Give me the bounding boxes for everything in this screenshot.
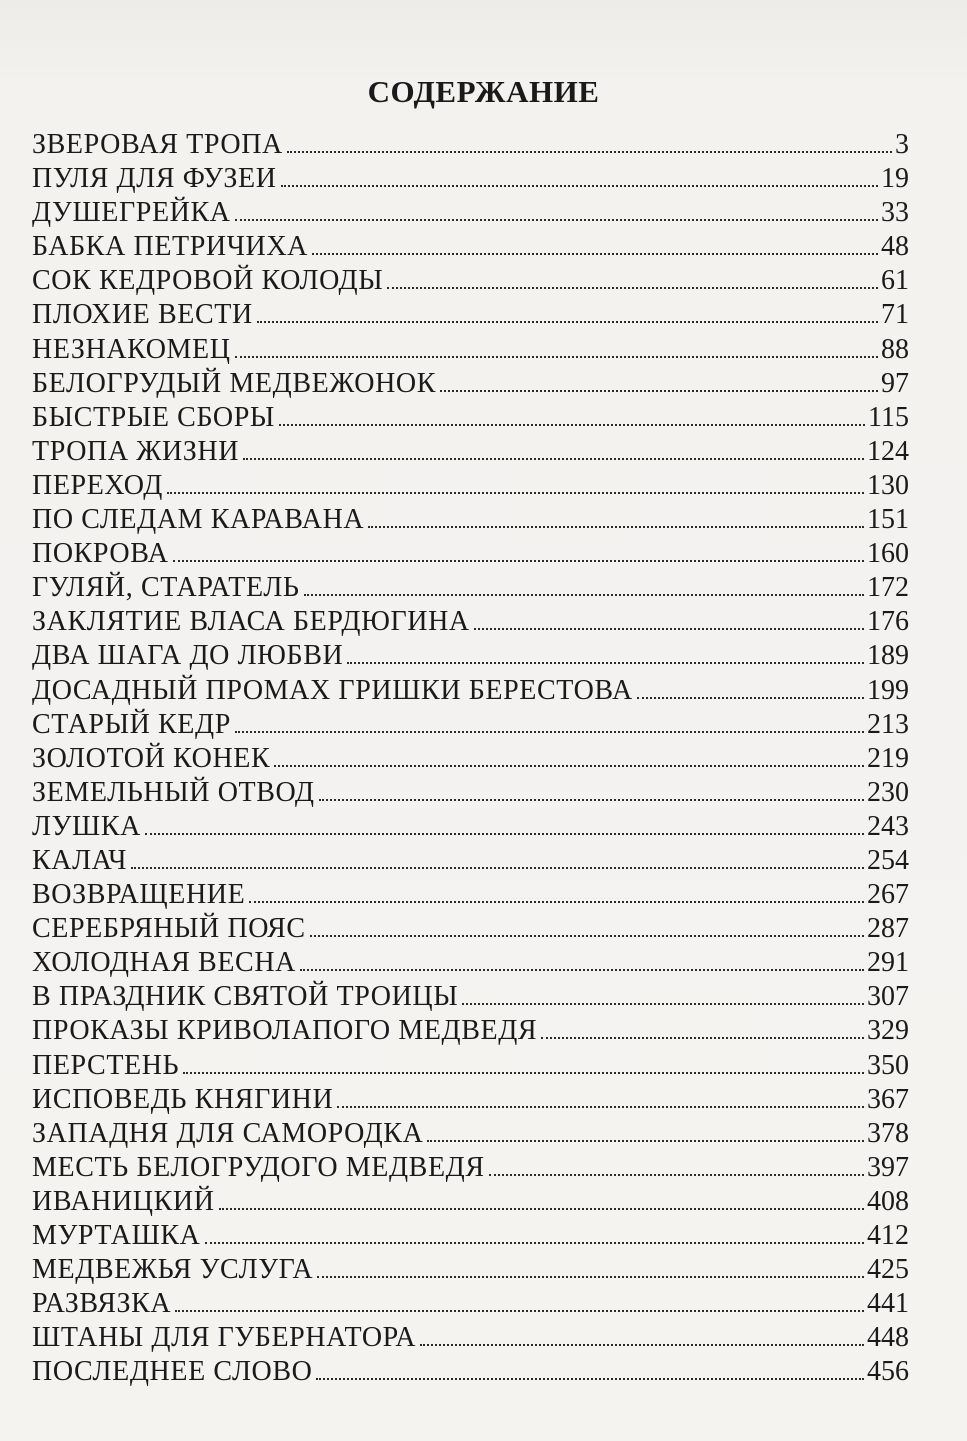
toc-entry (32, 196, 909, 230)
toc-entry (32, 810, 909, 844)
toc-entry (32, 742, 909, 776)
toc-entry-page-number: 412 (867, 1220, 909, 1251)
toc-dot-leader (387, 286, 878, 289)
toc-entry-title: ДВА ШАГА ДО ЛЮБВИ (32, 640, 344, 672)
toc-entry-title: ЗВЕРОВАЯ ТРОПА (32, 129, 283, 160)
toc-entry (32, 230, 909, 264)
toc-entry-title: ГУЛЯЙ, СТАРАТЕЛЬ (32, 572, 300, 604)
toc-dot-leader (167, 491, 864, 494)
toc-entry (32, 298, 909, 332)
toc-entry-page-number: 243 (867, 810, 909, 842)
toc-dot-leader (440, 389, 878, 392)
toc-entry-title: СЕРЕБРЯНЫЙ ПОЯС (32, 913, 306, 945)
toc-entry-title: ЗЕМЕЛЬНЫЙ ОТВОД (32, 776, 315, 808)
toc-entry-title: ВОЗВРАЩЕНИЕ (32, 879, 246, 911)
toc-entry-title: ПЕРЕХОД (32, 469, 163, 501)
toc-entry-page-number: 397 (867, 1151, 909, 1183)
toc-dot-leader (316, 1377, 864, 1380)
toc-entry (32, 1151, 909, 1185)
toc-dot-leader (489, 1173, 864, 1176)
toc-entry-page-number: 213 (867, 708, 909, 740)
toc-entry-page-number: 115 (868, 401, 909, 433)
toc-entry (32, 1014, 909, 1048)
toc-entry-page-number: 189 (867, 640, 909, 672)
toc-entry-page-number: 378 (867, 1117, 909, 1149)
toc-dot-leader (368, 525, 864, 528)
toc-dot-leader (347, 661, 864, 664)
toc-entry-page-number: 61 (881, 265, 909, 297)
toc-dot-leader (175, 1309, 864, 1312)
toc-entry (32, 912, 909, 946)
toc-entry-title: НЕЗНАКОМЕЦ (32, 333, 231, 365)
toc-entry-page-number: 48 (881, 231, 909, 263)
toc-dot-leader (205, 1241, 864, 1244)
page-title: СОДЕРЖАНИЕ (367, 74, 600, 109)
toc-dot-leader (173, 559, 864, 562)
toc-dot-leader (427, 1139, 864, 1142)
toc-entry-page-number: 219 (867, 742, 909, 774)
toc-entry (32, 674, 909, 708)
toc-entry-page-number: 329 (867, 1015, 909, 1047)
toc-dot-leader (219, 1207, 864, 1210)
toc-entry-title: ПУЛЯ ДЛЯ ФУЗЕИ (32, 163, 277, 195)
toc-dot-leader (281, 184, 878, 187)
toc-dot-leader (319, 798, 864, 801)
toc-dot-leader (304, 593, 864, 596)
toc-entry-title: ИСПОВЕДЬ КНЯГИНИ (32, 1083, 334, 1115)
toc-dot-leader (317, 1275, 864, 1278)
toc-entry-page-number: 3 (895, 129, 909, 160)
toc-dot-leader (249, 900, 864, 903)
toc-dot-leader (235, 355, 878, 358)
toc-dot-leader (462, 1002, 864, 1005)
toc-entry-title: ПЕРСТЕНЬ (32, 1049, 180, 1081)
toc-entry (32, 1219, 909, 1253)
toc-entry-page-number: 130 (867, 469, 909, 501)
toc-dot-leader (235, 730, 864, 733)
toc-entry (32, 708, 909, 742)
toc-entry (32, 639, 909, 673)
toc-entry-page-number: 287 (867, 913, 909, 945)
toc-dot-leader (337, 1105, 864, 1108)
toc-dot-leader (243, 457, 864, 460)
toc-entry (32, 128, 909, 162)
toc-entry-title: ЗАКЛЯТИЕ ВЛАСА БЕРДЮГИНА (32, 606, 470, 638)
toc-entry-title: ПРОКАЗЫ КРИВОЛАПОГО МЕДВЕДЯ (32, 1015, 538, 1047)
toc-entry (32, 1321, 909, 1355)
toc-entry-page-number: 33 (881, 197, 909, 229)
toc-entry-page-number: 160 (867, 538, 909, 570)
toc-entry-title: ИВАНИЦКИЙ (32, 1185, 215, 1217)
toc-entry-page-number: 291 (867, 947, 909, 979)
toc-entry (32, 162, 909, 196)
toc-dot-leader (310, 934, 864, 937)
table-of-contents (32, 128, 909, 1389)
toc-entry (32, 537, 909, 571)
toc-entry-title: ЗОЛОТОЙ КОНЕК (32, 742, 271, 774)
toc-entry-page-number: 441 (867, 1288, 909, 1320)
toc-entry-title: ПО СЛЕДАМ КАРАВАНА (32, 504, 365, 536)
toc-entry-title: ПОКРОВА (32, 538, 169, 570)
toc-entry (32, 1253, 909, 1287)
toc-entry-title: В ПРАЗДНИК СВЯТОЙ ТРОИЦЫ (32, 981, 459, 1013)
toc-entry-page-number: 425 (867, 1254, 909, 1286)
toc-dot-leader (131, 866, 864, 869)
toc-dot-leader (300, 968, 864, 971)
toc-entry-page-number: 367 (867, 1083, 909, 1115)
toc-entry-page-number: 19 (881, 163, 909, 195)
toc-dot-leader (183, 1071, 864, 1074)
toc-entry-page-number: 456 (867, 1356, 909, 1388)
toc-entry-title: БАБКА ПЕТРИЧИХА (32, 231, 308, 263)
toc-entry (32, 1083, 909, 1117)
toc-entry-title: ПЛОХИЕ ВЕСТИ (32, 299, 253, 331)
toc-entry-page-number: 151 (867, 504, 909, 536)
toc-entry (32, 435, 909, 469)
toc-dot-leader (420, 1343, 864, 1346)
toc-entry-page-number: 267 (867, 879, 909, 911)
toc-entry-page-number: 448 (867, 1322, 909, 1354)
toc-entry (32, 878, 909, 912)
toc-dot-leader (235, 218, 878, 221)
toc-entry (32, 1049, 909, 1083)
toc-entry-title: СОК КЕДРОВОЙ КОЛОДЫ (32, 265, 384, 297)
toc-entry-page-number: 408 (867, 1185, 909, 1217)
toc-entry (32, 571, 909, 605)
toc-entry (32, 1117, 909, 1151)
toc-dot-leader (257, 320, 878, 323)
toc-entry (32, 605, 909, 639)
toc-entry-title: ДУШЕГРЕЙКА (32, 197, 231, 229)
toc-entry (32, 367, 909, 401)
toc-entry (32, 980, 909, 1014)
toc-entry-page-number: 88 (881, 333, 909, 365)
toc-dot-leader (287, 150, 892, 153)
toc-entry (32, 844, 909, 878)
toc-entry-title: ШТАНЫ ДЛЯ ГУБЕРНАТОРА (32, 1322, 417, 1354)
toc-entry (32, 264, 909, 298)
toc-entry-title: КАЛАЧ (32, 844, 128, 876)
toc-entry-title: ЛУШКА (32, 810, 141, 842)
toc-entry-page-number: 124 (867, 435, 909, 467)
toc-dot-leader (312, 252, 878, 255)
toc-entry-page-number: 307 (867, 981, 909, 1013)
toc-entry (32, 333, 909, 367)
toc-entry (32, 401, 909, 435)
toc-entry (32, 1287, 909, 1321)
toc-entry-page-number: 97 (881, 367, 909, 399)
toc-entry-title: БЫСТРЫЕ СБОРЫ (32, 401, 275, 433)
toc-entry-page-number: 172 (867, 572, 909, 604)
toc-entry-page-number: 254 (867, 844, 909, 876)
toc-entry (32, 776, 909, 810)
toc-entry-title: ХОЛОДНАЯ ВЕСНА (32, 947, 296, 979)
toc-entry (32, 1185, 909, 1219)
toc-dot-leader (279, 423, 865, 426)
toc-dot-leader (541, 1036, 864, 1039)
toc-entry (32, 469, 909, 503)
toc-entry-title: МЕСТЬ БЕЛОГРУДОГО МЕДВЕДЯ (32, 1151, 485, 1183)
toc-entry-title: ЗАПАДНЯ ДЛЯ САМОРОДКА (32, 1117, 424, 1149)
toc-entry-title: ДОСАДНЫЙ ПРОМАХ ГРИШКИ БЕРЕСТОВА (32, 674, 633, 706)
toc-entry-page-number: 350 (867, 1049, 909, 1081)
toc-dot-leader (637, 696, 864, 699)
toc-entry-page-number: 71 (881, 299, 909, 331)
toc-entry-title: СТАРЫЙ КЕДР (32, 708, 231, 740)
toc-entry-title: ПОСЛЕДНЕЕ СЛОВО (32, 1356, 313, 1388)
toc-entry (32, 946, 909, 980)
toc-entry-title: МУРТАШКА (32, 1220, 201, 1251)
toc-entry-title: ТРОПА ЖИЗНИ (32, 435, 240, 467)
toc-entry (32, 1355, 909, 1389)
toc-dot-leader (274, 764, 864, 767)
toc-entry-title: МЕДВЕЖЬЯ УСЛУГА (32, 1254, 314, 1286)
toc-entry-page-number: 176 (867, 606, 909, 638)
toc-entry (32, 503, 909, 537)
toc-entry-page-number: 230 (867, 776, 909, 808)
toc-dot-leader (145, 832, 864, 835)
toc-entry-title: РАЗВЯЗКА (32, 1288, 172, 1320)
toc-dot-leader (474, 627, 864, 630)
toc-entry-title: БЕЛОГРУДЫЙ МЕДВЕЖОНОК (32, 367, 437, 399)
toc-entry-page-number: 199 (867, 674, 909, 706)
